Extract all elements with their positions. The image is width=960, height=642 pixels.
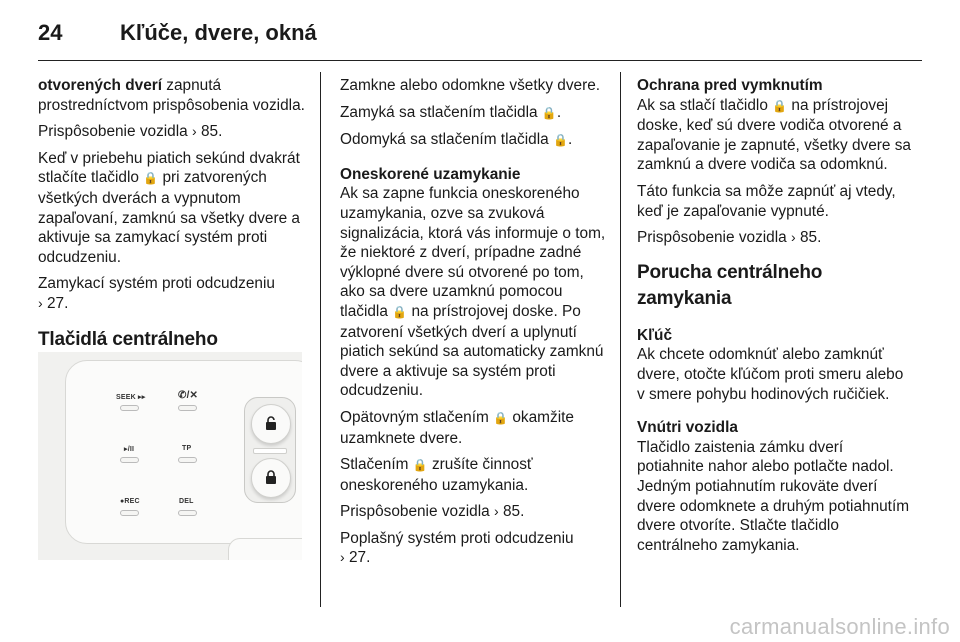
ref-arrow-icon: › xyxy=(192,123,197,140)
paragraph: Zamyká sa stlačením tlačidla 🔒. xyxy=(340,103,612,124)
paragraph: Ak chcete odomknúť alebo zamknúť dvere, otočte kľúčom proti smeru alebo v smere pohybu hodinových ručičiek. xyxy=(637,346,904,403)
page-reference[interactable]: 85. xyxy=(200,123,223,141)
paragraph: Tlačidlo zaistenia zámku dverí potiahnite nahor alebo potlačte nadol. Jedným potiahnutím rukoväte dverí dvere odomknete a druhým potiahnutím dvere otvoríte. Stlačte tlačidlo centrálneho zamykania. xyxy=(637,438,910,554)
text: zrušíte činnosť oneskoreného uzamykania. xyxy=(340,456,533,494)
lower-panel xyxy=(228,538,302,560)
page-reference[interactable]: 85. xyxy=(799,229,822,247)
text: zapnutá prostredníctvom prispôsobenia vozidla. xyxy=(38,77,305,114)
watermark: carmanualsonline.info xyxy=(729,614,950,639)
lock-icon: 🔒 xyxy=(772,98,788,113)
chapter-title: Kľúče, dvere, okná xyxy=(120,20,317,45)
text: Prispôsobenie vozidla xyxy=(38,123,188,141)
page-reference[interactable]: 85. xyxy=(502,503,525,521)
text: Zamyká sa stlačením tlačidla xyxy=(340,103,538,121)
lock-icon: 🔒 xyxy=(553,133,568,148)
text: okamžite uzamknete dvere. xyxy=(340,408,574,447)
paragraph xyxy=(340,529,612,568)
paragraph xyxy=(340,502,612,522)
lock-key xyxy=(251,458,291,498)
radio-control-panel xyxy=(65,360,302,544)
bold-term: otvorených dverí xyxy=(38,77,163,94)
ref-arrow-icon: › xyxy=(340,549,345,566)
text: na prístrojovej doske. Po zatvorení všetkých dverí a uplynutí piatich sekúnd sa automaticky zamknú dvere a aktivuje sa systém proti odcudzeniu. xyxy=(340,302,604,400)
unlock-icon xyxy=(265,416,277,430)
switch-divider xyxy=(253,448,287,454)
paragraph: Zamkne alebo odomkne všetky dvere. xyxy=(340,77,601,94)
lock-icon: 🔒 xyxy=(541,105,557,120)
column-3 xyxy=(637,76,913,562)
text: Zamykací systém proti odcudzeniu xyxy=(38,275,275,293)
subheading: Ochrana pred vymknutím xyxy=(637,77,823,94)
text: Poplašný systém proti odcudzeniu xyxy=(340,529,574,547)
central-locking-buttons-photo xyxy=(38,352,302,560)
column-1 xyxy=(38,76,310,384)
del-label: DEL xyxy=(179,498,194,505)
rec-button xyxy=(120,510,139,516)
play-pause-button xyxy=(120,457,139,463)
paragraph xyxy=(38,76,310,115)
seek-button xyxy=(120,405,139,411)
central-lock-switch xyxy=(244,397,296,503)
paragraph xyxy=(637,96,913,175)
paragraph: Táto funkcia sa môže zapnúť aj vtedy, keď je zapaľovanie vypnuté. xyxy=(637,182,896,220)
paragraph xyxy=(38,122,310,142)
page-header xyxy=(38,16,922,56)
text: Odomyká sa stlačením tlačidla xyxy=(340,131,549,149)
ref-arrow-icon: › xyxy=(494,503,499,520)
phone-icon: ✆/✕ xyxy=(178,390,199,401)
text: pri zatvorených všetkých dverách a vypnutom zapaľovaní, zamknú sa všetky dvere a aktivuje sa zamykací systém proti odcudzeniu. xyxy=(38,169,300,266)
section-heading: Tlačidlá centrálneho xyxy=(38,328,218,350)
play-pause-label: ▸/II xyxy=(124,446,135,453)
paragraph xyxy=(340,455,612,495)
paragraph: Odomyká sa stlačením tlačidla 🔒. xyxy=(340,130,612,151)
seek-label: SEEK ▸▸ xyxy=(116,394,146,401)
paragraph xyxy=(38,274,310,313)
lock-icon: 🔒 xyxy=(143,171,159,186)
text: Ak sa zapne funkcia oneskoreného uzamykania, ozve sa zvuková signalizácia, ktorá vás informuje o tom, že niektoré z dverí, prípadne zadné výklopné dvere sú otvorené po tom, ako sa dvere uzamknú pomocou tlačidla xyxy=(340,185,606,320)
column-divider xyxy=(320,72,321,607)
del-button xyxy=(178,510,197,516)
text: Prispôsobenie vozidla xyxy=(637,229,787,247)
paragraph xyxy=(637,228,913,248)
subheading: Kľúč xyxy=(637,326,673,344)
page-reference[interactable]: 27. xyxy=(46,294,69,312)
text: Ak sa stlačí tlačidlo xyxy=(637,96,768,114)
lock-icon: 🔒 xyxy=(392,304,408,319)
text: Keď v priebehu piatich sekúnd dvakrát stlačíte tlačidlo xyxy=(38,149,300,187)
paragraph xyxy=(340,184,612,401)
section-heading: Porucha centrálneho zamykania xyxy=(637,261,823,309)
text: Stlačením xyxy=(340,456,409,474)
header-rule xyxy=(38,60,922,61)
text: Prispôsobenie vozidla xyxy=(340,503,490,521)
ref-arrow-icon: › xyxy=(38,294,43,311)
rec-label: ●REC xyxy=(120,498,140,505)
page-reference[interactable]: 27. xyxy=(348,549,371,567)
subheading: Oneskorené uzamykanie xyxy=(340,165,521,183)
column-divider xyxy=(620,72,621,607)
column-2 xyxy=(340,76,612,575)
tp-button xyxy=(178,457,197,463)
lock-icon xyxy=(265,470,277,484)
lock-icon: 🔒 xyxy=(493,410,509,425)
text: Opätovným stlačením xyxy=(340,408,489,426)
paragraph xyxy=(340,408,612,448)
lock-icon: 🔒 xyxy=(412,458,428,473)
paragraph xyxy=(38,149,310,268)
text: na prístrojovej doske, keď sú dvere vodiča otvorené a zapaľovanie je zapnuté, všetky dvere sa zamknú a dvere vodiča sa odomknú. xyxy=(637,96,911,174)
subheading: Vnútri vozidla xyxy=(637,419,738,437)
unlock-key xyxy=(251,404,291,444)
page-number: 24 xyxy=(38,20,63,45)
phone-button xyxy=(178,405,197,411)
ref-arrow-icon: › xyxy=(791,229,796,246)
tp-label: TP xyxy=(182,445,192,452)
